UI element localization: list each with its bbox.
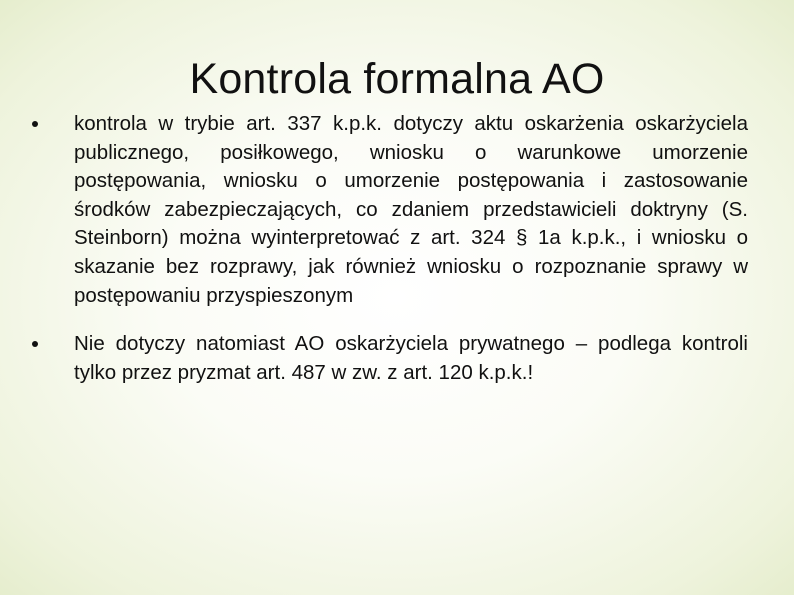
- bullet-text: Nie dotyczy natomiast AO oskarżyciela prywatnego – podlega kontroli tylko przez pryzmat art. 487 w zw. z art. 120 k.p.k.!: [74, 332, 748, 384]
- bullet-text: kontrola w trybie art. 337 k.p.k. dotyczy aktu oskarżenia oskarżyciela publicznego, posiłkowego, wniosku o warunkowe umorzenie postępowania, wniosku o umorzenie postępowania i zastosowanie środków zabezpieczających, co zdaniem przedstawicieli doktryny (S. Steinborn) można wyinterpretować z art. 324 § 1a k.p.k., i wniosku o skazanie bez rozprawy, jak również wniosku o rozpoznanie sprawy w postępowaniu przyspieszonym: [74, 112, 748, 307]
- bullet-item: [32, 330, 748, 387]
- bullet-list: [32, 110, 748, 407]
- bullet-dot-icon: [32, 341, 38, 347]
- bullet-dot-icon: [32, 121, 38, 127]
- bullet-item: [32, 110, 748, 310]
- slide-title: Kontrola formalna AO: [189, 54, 605, 103]
